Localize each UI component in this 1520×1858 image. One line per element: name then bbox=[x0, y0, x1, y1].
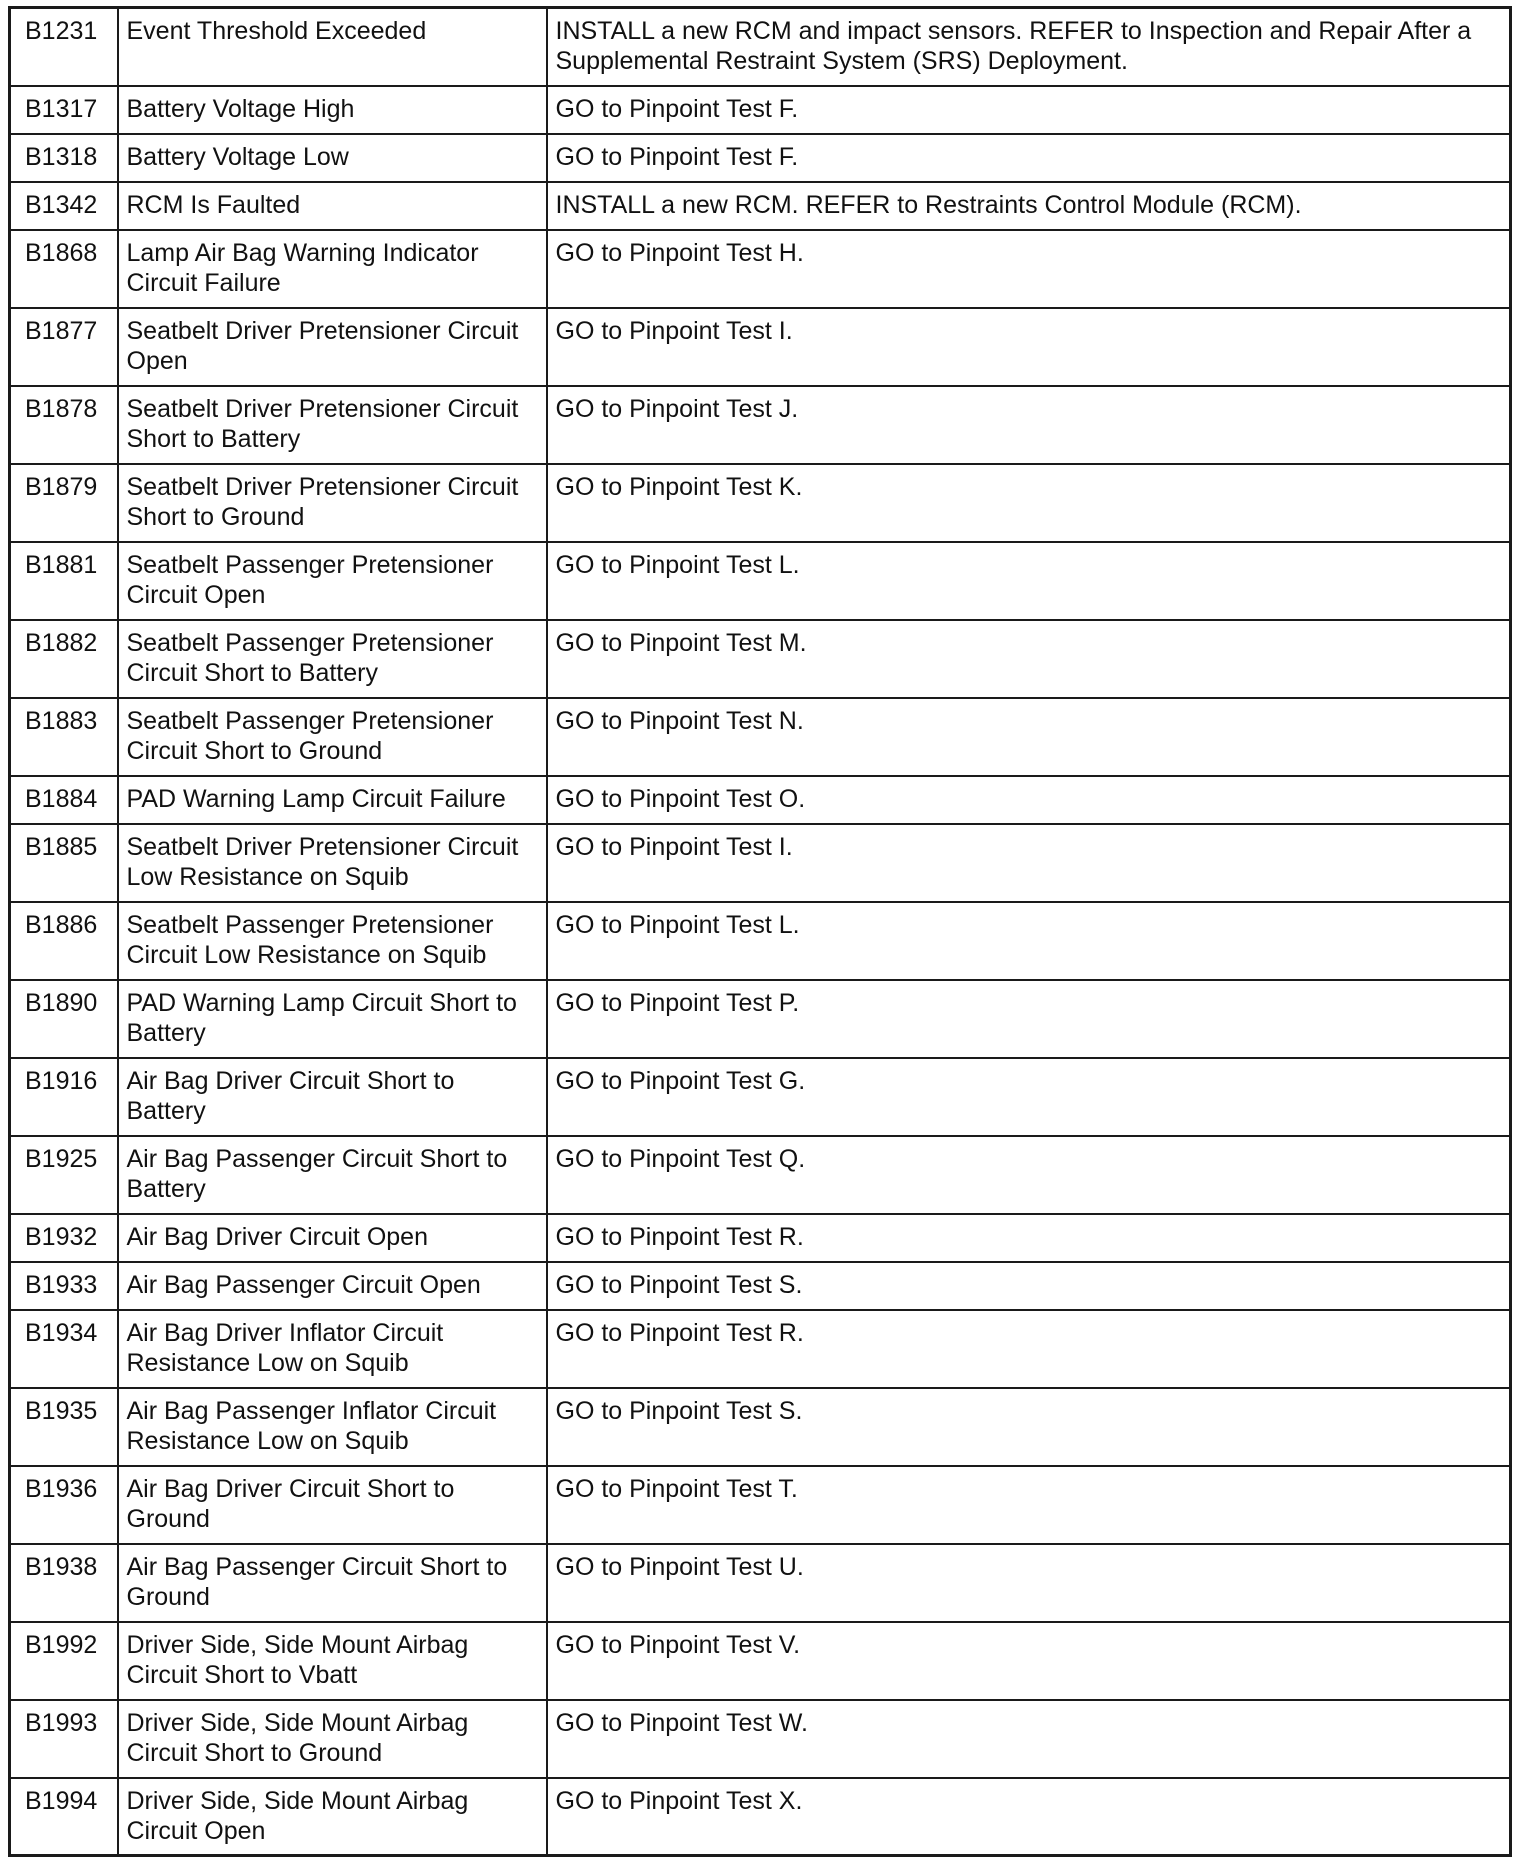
table-row bbox=[10, 1622, 1511, 1700]
dtc-code-cell: B1884 bbox=[10, 776, 118, 824]
dtc-code-cell: B1886 bbox=[10, 902, 118, 980]
table-row bbox=[10, 182, 1511, 230]
dtc-action-cell: GO to Pinpoint Test R. bbox=[547, 1214, 1511, 1262]
dtc-action-cell: GO to Pinpoint Test I. bbox=[547, 308, 1511, 386]
dtc-description-cell: PAD Warning Lamp Circuit Short to Battery bbox=[118, 980, 547, 1058]
dtc-description-cell: Air Bag Passenger Inflator Circuit Resistance Low on Squib bbox=[118, 1388, 547, 1466]
dtc-action-cell: GO to Pinpoint Test W. bbox=[547, 1700, 1511, 1778]
dtc-code-cell: B1935 bbox=[10, 1388, 118, 1466]
dtc-code-cell: B1342 bbox=[10, 182, 118, 230]
dtc-code-cell: B1868 bbox=[10, 230, 118, 308]
table-row bbox=[10, 776, 1511, 824]
dtc-action-cell: GO to Pinpoint Test J. bbox=[547, 386, 1511, 464]
dtc-code-cell: B1992 bbox=[10, 1622, 118, 1700]
table-row bbox=[10, 1778, 1511, 1856]
dtc-action-cell: GO to Pinpoint Test S. bbox=[547, 1262, 1511, 1310]
dtc-action-cell: GO to Pinpoint Test T. bbox=[547, 1466, 1511, 1544]
dtc-action-cell: GO to Pinpoint Test K. bbox=[547, 464, 1511, 542]
dtc-action-cell: GO to Pinpoint Test P. bbox=[547, 980, 1511, 1058]
dtc-description-cell: Air Bag Passenger Circuit Open bbox=[118, 1262, 547, 1310]
dtc-description-cell: Seatbelt Passenger Pretensioner Circuit Short to Battery bbox=[118, 620, 547, 698]
dtc-table bbox=[8, 6, 1512, 1857]
table-row bbox=[10, 824, 1511, 902]
table-row bbox=[10, 1136, 1511, 1214]
dtc-action-cell: GO to Pinpoint Test I. bbox=[547, 824, 1511, 902]
dtc-code-cell: B1878 bbox=[10, 386, 118, 464]
dtc-code-cell: B1934 bbox=[10, 1310, 118, 1388]
dtc-description-cell: Driver Side, Side Mount Airbag Circuit Open bbox=[118, 1778, 547, 1856]
dtc-code-cell: B1877 bbox=[10, 308, 118, 386]
dtc-description-cell: Air Bag Driver Circuit Short to Ground bbox=[118, 1466, 547, 1544]
dtc-code-cell: B1994 bbox=[10, 1778, 118, 1856]
table-row bbox=[10, 1214, 1511, 1262]
dtc-description-cell: Seatbelt Driver Pretensioner Circuit Short to Battery bbox=[118, 386, 547, 464]
dtc-action-cell: GO to Pinpoint Test F. bbox=[547, 134, 1511, 182]
table-row bbox=[10, 1466, 1511, 1544]
table-row bbox=[10, 8, 1511, 86]
dtc-description-cell: Event Threshold Exceeded bbox=[118, 8, 547, 86]
table-row bbox=[10, 386, 1511, 464]
dtc-action-cell: GO to Pinpoint Test G. bbox=[547, 1058, 1511, 1136]
dtc-action-cell: GO to Pinpoint Test M. bbox=[547, 620, 1511, 698]
dtc-code-cell: B1882 bbox=[10, 620, 118, 698]
dtc-action-cell: GO to Pinpoint Test S. bbox=[547, 1388, 1511, 1466]
dtc-description-cell: Lamp Air Bag Warning Indicator Circuit Failure bbox=[118, 230, 547, 308]
dtc-code-cell: B1936 bbox=[10, 1466, 118, 1544]
dtc-action-cell: GO to Pinpoint Test V. bbox=[547, 1622, 1511, 1700]
dtc-action-cell: GO to Pinpoint Test O. bbox=[547, 776, 1511, 824]
dtc-code-cell: B1938 bbox=[10, 1544, 118, 1622]
table-row bbox=[10, 1058, 1511, 1136]
table-row bbox=[10, 542, 1511, 620]
dtc-description-cell: Seatbelt Passenger Pretensioner Circuit Open bbox=[118, 542, 547, 620]
table-row bbox=[10, 1310, 1511, 1388]
dtc-description-cell: Seatbelt Driver Pretensioner Circuit Open bbox=[118, 308, 547, 386]
dtc-description-cell: Driver Side, Side Mount Airbag Circuit Short to Ground bbox=[118, 1700, 547, 1778]
dtc-action-cell: GO to Pinpoint Test L. bbox=[547, 542, 1511, 620]
table-row bbox=[10, 1700, 1511, 1778]
table-row bbox=[10, 308, 1511, 386]
table-row bbox=[10, 134, 1511, 182]
dtc-table-body bbox=[10, 8, 1511, 1856]
table-row bbox=[10, 1262, 1511, 1310]
dtc-action-cell: GO to Pinpoint Test U. bbox=[547, 1544, 1511, 1622]
table-row bbox=[10, 698, 1511, 776]
dtc-description-cell: Battery Voltage Low bbox=[118, 134, 547, 182]
dtc-code-cell: B1925 bbox=[10, 1136, 118, 1214]
dtc-code-cell: B1933 bbox=[10, 1262, 118, 1310]
dtc-action-cell: GO to Pinpoint Test N. bbox=[547, 698, 1511, 776]
table-row bbox=[10, 1388, 1511, 1466]
dtc-description-cell: RCM Is Faulted bbox=[118, 182, 547, 230]
dtc-code-cell: B1881 bbox=[10, 542, 118, 620]
dtc-code-cell: B1890 bbox=[10, 980, 118, 1058]
table-row bbox=[10, 1544, 1511, 1622]
table-row bbox=[10, 980, 1511, 1058]
table-row bbox=[10, 230, 1511, 308]
dtc-action-cell: GO to Pinpoint Test X. bbox=[547, 1778, 1511, 1856]
dtc-description-cell: Air Bag Passenger Circuit Short to Ground bbox=[118, 1544, 547, 1622]
dtc-code-cell: B1932 bbox=[10, 1214, 118, 1262]
dtc-description-cell: Seatbelt Driver Pretensioner Circuit Low Resistance on Squib bbox=[118, 824, 547, 902]
dtc-code-cell: B1879 bbox=[10, 464, 118, 542]
dtc-code-cell: B1885 bbox=[10, 824, 118, 902]
dtc-action-cell: GO to Pinpoint Test L. bbox=[547, 902, 1511, 980]
dtc-description-cell: Seatbelt Driver Pretensioner Circuit Short to Ground bbox=[118, 464, 547, 542]
dtc-description-cell: Air Bag Driver Circuit Open bbox=[118, 1214, 547, 1262]
dtc-action-cell: GO to Pinpoint Test F. bbox=[547, 86, 1511, 134]
dtc-code-cell: B1318 bbox=[10, 134, 118, 182]
dtc-action-cell: INSTALL a new RCM. REFER to Restraints Control Module (RCM). bbox=[547, 182, 1511, 230]
dtc-code-cell: B1883 bbox=[10, 698, 118, 776]
dtc-description-cell: Air Bag Driver Inflator Circuit Resistance Low on Squib bbox=[118, 1310, 547, 1388]
dtc-code-cell: B1916 bbox=[10, 1058, 118, 1136]
dtc-action-cell: GO to Pinpoint Test R. bbox=[547, 1310, 1511, 1388]
table-row bbox=[10, 86, 1511, 134]
dtc-code-cell: B1317 bbox=[10, 86, 118, 134]
dtc-description-cell: PAD Warning Lamp Circuit Failure bbox=[118, 776, 547, 824]
dtc-action-cell: GO to Pinpoint Test Q. bbox=[547, 1136, 1511, 1214]
table-row bbox=[10, 902, 1511, 980]
table-row bbox=[10, 464, 1511, 542]
dtc-action-cell: GO to Pinpoint Test H. bbox=[547, 230, 1511, 308]
dtc-description-cell: Seatbelt Passenger Pretensioner Circuit Low Resistance on Squib bbox=[118, 902, 547, 980]
dtc-action-cell: INSTALL a new RCM and impact sensors. REFER to Inspection and Repair After a Supplemental Restraint System (SRS) Deployment. bbox=[547, 8, 1511, 86]
dtc-description-cell: Air Bag Driver Circuit Short to Battery bbox=[118, 1058, 547, 1136]
dtc-description-cell: Driver Side, Side Mount Airbag Circuit Short to Vbatt bbox=[118, 1622, 547, 1700]
dtc-description-cell: Air Bag Passenger Circuit Short to Battery bbox=[118, 1136, 547, 1214]
dtc-description-cell: Battery Voltage High bbox=[118, 86, 547, 134]
dtc-code-cell: B1993 bbox=[10, 1700, 118, 1778]
dtc-description-cell: Seatbelt Passenger Pretensioner Circuit Short to Ground bbox=[118, 698, 547, 776]
table-row bbox=[10, 620, 1511, 698]
dtc-code-cell: B1231 bbox=[10, 8, 118, 86]
